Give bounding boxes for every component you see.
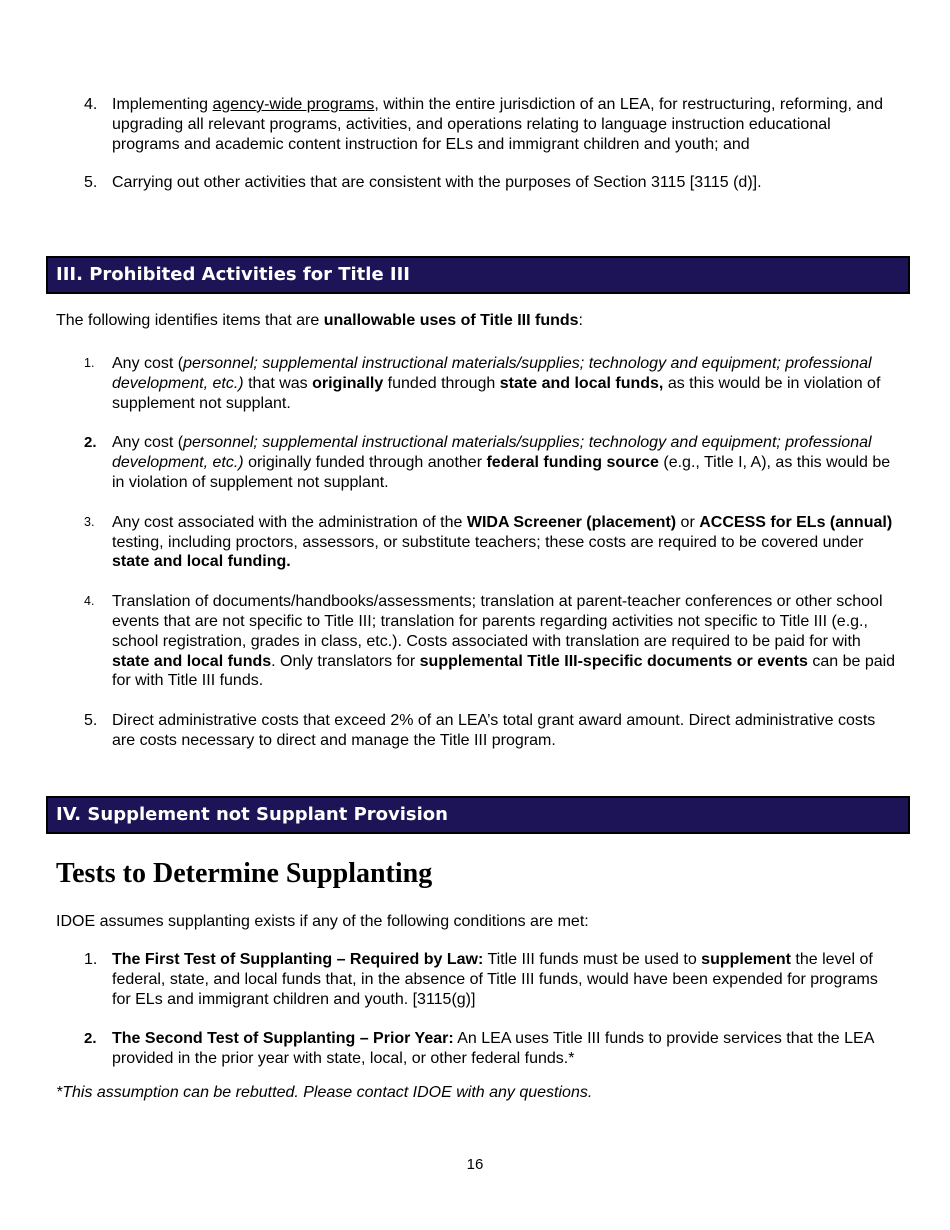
list-item: 1. Any cost (personnel; supplemental instructional materials/supplies; technology and equipment; professional development, etc.) that was originally funded through state and local funds, as this would be in violation of supplement not supplant. (84, 355, 881, 412)
list-number: 1. (84, 356, 95, 370)
prohibited-activities-list (84, 354, 896, 751)
page-number: 16 (466, 1156, 484, 1173)
list-number: 2. (84, 1030, 97, 1048)
footnote: *This assumption can be rebutted. Please contact IDOE with any questions. (56, 1084, 593, 1101)
list-number: 3. (84, 514, 95, 529)
supplanting-tests-list (84, 950, 896, 1069)
section-intro: The following identifies items that are unallowable uses of Title III funds: (56, 312, 583, 329)
list-number: 2. (84, 434, 97, 452)
list-number: 4. (84, 96, 98, 113)
list-number: 1. (84, 951, 98, 968)
section-heading-prohibited-activities: III. Prohibited Activities for Title III (46, 256, 910, 294)
list-item: 5. Carrying out other activities that are consistent with the purposes of Section 3115 [3115 (d)]. (84, 174, 762, 192)
list-item: 3. Any cost associated with the administration of the WIDA Screener (placement) or ACCESS for ELs (annual) testing, including proctors, assessors, or substitute teachers; these costs are required to be covered under state and local funding. (84, 513, 893, 571)
list-number: 4. (84, 594, 95, 609)
allowable-activities-list (84, 95, 896, 193)
list-number: 5. (84, 174, 98, 192)
list-item: 4. Translation of documents/handbooks/assessments; translation at parent-teacher conferences or other school events that are not specific to Title III; translation for parents regarding activities not specific to Title III (e.g., school registration, grades in class, etc.). Costs associated with translation are required to be paid for with state and local funds. Only translators for supplemental Title III-specific documents or events can be paid for with Title III funds. (84, 593, 896, 690)
list-number: 5. (84, 712, 98, 730)
tests-heading: Tests to Determine Supplanting (56, 858, 433, 889)
section-intro: IDOE assumes supplanting exists if any of the following conditions are met: (56, 913, 589, 930)
section-heading-supplement-not-supplant: IV. Supplement not Supplant Provision (46, 796, 910, 834)
list-item: 2. Any cost (personnel; supplemental instructional materials/supplies; technology and equipment; professional development, etc.) originally funded through another federal funding source (e.g., Title I, A), as this would be in violation of supplement not supplant. (84, 434, 891, 491)
list-item: 1. The First Test of Supplanting – Required by Law: Title III funds must be used to supplement the level of federal, state, and local funds that, in the absence of Title III funds, would have been expended for programs for ELs and immigrant children and youth. [3115(g)] (84, 951, 878, 1008)
list-item: 4. Implementing agency-wide programs, within the entire jurisdiction of an LEA, for restructuring, reforming, and upgrading all relevant programs, activities, and operations relating to language instruction educational programs and academic content instruction for ELs and immigrant children and youth; and (84, 96, 884, 153)
list-item: 2. The Second Test of Supplanting – Prior Year: An LEA uses Title III funds to provide services that the LEA provided in the prior year with state, local, or other federal funds.* (84, 1030, 874, 1068)
list-item: 5. Direct administrative costs that exceed 2% of an LEA’s total grant award amount. Direct administrative costs are costs necessary to direct and manage the Title III program. (84, 712, 876, 749)
agency-wide-programs-link[interactable]: agency-wide programs (212, 96, 375, 113)
